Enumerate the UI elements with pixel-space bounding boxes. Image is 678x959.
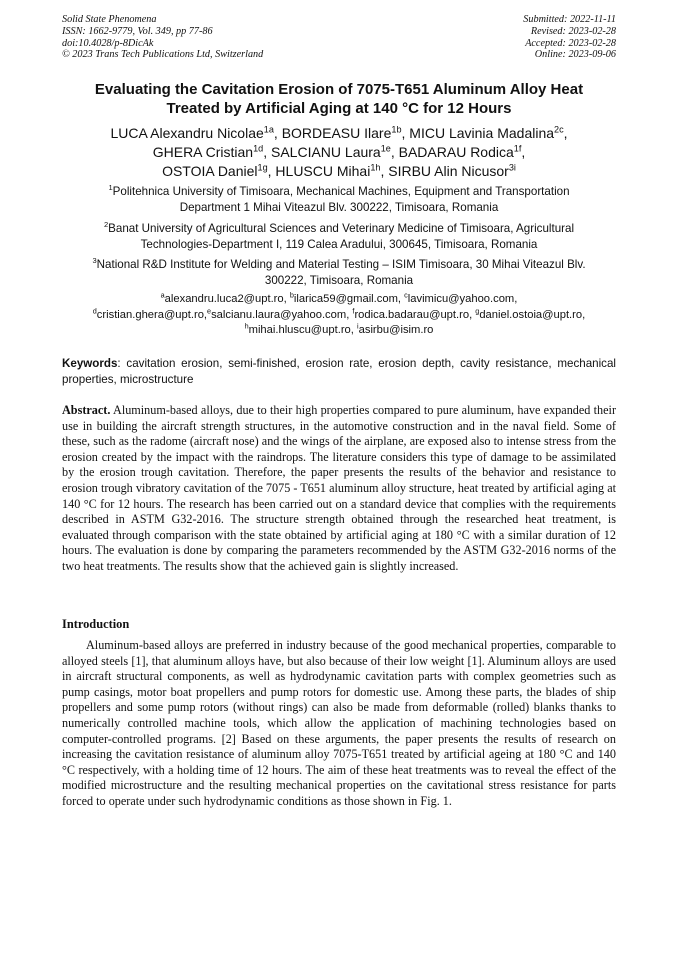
email-mark: i	[357, 321, 359, 331]
title-line-2: Treated by Artificial Aging at 140 °C for 12 Hours	[166, 99, 512, 117]
journal-info	[62, 14, 263, 61]
author-mark: 1d	[253, 143, 264, 154]
affiliation-1	[62, 184, 616, 216]
author-mark: 2c	[554, 124, 564, 135]
section-heading-introduction: Introduction	[62, 617, 130, 631]
author-name: HLUSCU Mihai	[275, 163, 371, 179]
email-link[interactable]: ilarica59@gmail.com	[293, 293, 398, 305]
affiliation-mark: 3	[92, 256, 97, 266]
accepted-date: Accepted: 2023-02-28	[525, 37, 616, 49]
affiliation-mark: 2	[103, 220, 109, 230]
email-link[interactable]: asirbu@isim.ro	[358, 324, 434, 336]
email-mark: c	[404, 290, 408, 300]
author-name: LUCA Alexandru Nicolae	[110, 125, 264, 141]
email-mark: e	[207, 305, 212, 315]
keywords-paragraph	[62, 356, 616, 387]
online-date: Online: 2023-09-06	[534, 49, 616, 61]
journal-copyright: © 2023 Trans Tech Publications Ltd, Switzerland	[62, 49, 264, 61]
introduction-paragraph: Aluminum-based alloys are preferred in industry because of the good mechanical properties, comparable to alloyed steels [1], that aluminum alloys have, but also because of their low weight [1]. Aluminum alloys are used in aircraft structural components, as well as hydrodynamic cavitation parts with complex geometries such as pump casings, motor boat propellers and pump rotors for domestic use. Among these parts, the blades of ship propellers and some pump rotors (without rings) can also be made from deformable (rolled) blanks thanks to numerically controlled machine tools, which allow the application of machining technologies based on computer-controlled programs. [2] Based on these arguments, the paper presents the results of research on increasing the cavitation resistance of aluminum alloy 7075-T651 treated by artificial ageing at 180 °C and 140 °C respectively, with a holding time of 12 hours. The aim of these heat treatments was to reveal the effect of the modified microstructure and the resulting mechanical properties on the cavitational stress resistance for parts forced to operate under such hydrodynamic conditions as those shown in Fig. 1.	[62, 638, 616, 808]
affiliation-2	[62, 221, 616, 253]
affiliation-line: Technologies-Department I, 119 Calea Aradului, 300645, Timisoara, Romania	[140, 238, 538, 251]
abstract-text: Aluminum-based alloys, due to their high properties compared to pure aluminum, have expanded their use in building the aircraft strength structures, in the automotive construction and in the naval field. Some of these, such as the radome (aircraft nose) and the wings of the airplane, are exposed also to intense stress from the erosion created by the impact with the raindrops. The literature considers this type of damage to be assimilated by the erosion trough cavitation. Therefore, the paper presents the results of the behavior and resistance to erosion trough vibratory cavitation of the 7075 - T651 aluminum alloy structure, heat treated by artificial aging at 140 °C for 12 hours. The research has been carried out on a standard device that complies with the requirements described in ASTM G32-2016. The structure strength obtained through the researched heat treatment, is evaluated through comparison with the state obtained by artificial aging at 180 °C with a similar duration of 12 hours. The evaluation is done by comparing the parameters recommended by the ASTM G32-2016 norms of the two heat treatments. The results show that the achieved gain is slightly increased.	[62, 403, 616, 573]
author-mark: 3i	[508, 162, 516, 173]
email-mark: h	[244, 321, 249, 331]
email-link[interactable]: cristian.ghera@upt.ro	[96, 308, 204, 321]
author-name: BORDEASU Ilare	[281, 125, 392, 141]
email-link[interactable]: daniel.ostoia@upt.ro	[479, 308, 583, 321]
submitted-date: Submitted: 2022-11-11	[523, 14, 616, 25]
email-mark: g	[475, 305, 480, 315]
affiliation-3	[62, 257, 616, 289]
keywords-label: Keywords	[62, 357, 118, 370]
abstract-label: Abstract.	[62, 403, 111, 417]
author-mark: 1g	[257, 162, 268, 173]
author-mark: 1a	[263, 124, 274, 135]
author-list	[62, 124, 616, 181]
author-name: GHERA Cristian	[152, 144, 254, 160]
affiliation-line: Politehnica University of Timisoara, Mechanical Machines, Equipment and Transportation	[112, 185, 570, 198]
author-name: SIRBU Alin Nicusor	[388, 163, 509, 179]
email-link[interactable]: alexandru.luca2@upt.ro	[164, 293, 284, 305]
author-mark: 1b	[391, 124, 402, 135]
email-mark: f	[352, 305, 355, 315]
affiliation-line: National R&D Institute for Welding and Material Testing – ISIM Timisoara, 30 Mihai Viteazul Blv.	[96, 258, 586, 271]
email-link[interactable]: salcianu.laura@yahoo.com	[211, 308, 347, 321]
affiliation-line: 300222, Timisoara, Romania	[264, 274, 414, 287]
journal-doi[interactable]: doi:10.4028/p-8DicAk	[62, 37, 154, 49]
author-mark: 1h	[370, 162, 381, 173]
author-mark: 1f	[513, 143, 522, 154]
author-name: OSTOIA Daniel	[162, 163, 258, 179]
author-line-2: GHERA Cristian$^{1d}$, SALCIANU Laura$^{1e}$, BADARAU Rodica$^{1f}$,	[152, 143, 526, 160]
author-name: MICU Lavinia Madalina	[409, 125, 555, 141]
journal-issn: ISSN: 1662-9779, Vol. 349, pp 77-86	[62, 25, 213, 37]
journal-name: Solid State Phenomena	[62, 14, 157, 25]
affiliation-mark: 1	[108, 183, 113, 193]
abstract-paragraph	[62, 403, 616, 575]
email-link[interactable]: rodica.badarau@upt.ro	[354, 308, 470, 321]
keywords-text: : cavitation erosion, semi-finished, erosion rate, erosion depth, cavity resistance, mechanical properties, microstructure	[62, 357, 616, 386]
email-link[interactable]: lavimicu@yahoo.com	[407, 293, 515, 305]
email-mark: d	[92, 305, 97, 315]
affiliation-line: Banat University of Agricultural Sciences and Veterinary Medicine of Timisoara, Agricultural	[108, 222, 575, 235]
author-line-3: OSTOIA Daniel$^{1g}$, HLUSCU Mihai$^{1h}$, SIRBU Alin Nicusor$^{3i}$	[162, 162, 516, 179]
email-list: $^a$alexandru.luca2@upt.ro, $^b$ilarica59@gmail.com, $^c$lavimicu@yahoo.com, $^d$cristian.ghera@upt.ro,$^e$salcianu.laura@yahoo.com, $^f$rodica.badarau@upt.ro, $^g$daniel.ostoia@upt.ro, $^h$mihai.hluscu@upt.ro, $^i$asirbu@isim.ro	[92, 290, 586, 336]
email-mark: b	[289, 290, 294, 300]
affiliation-line: Department 1 Mihai Viteazul Blv. 300222, Timisoara, Romania	[179, 201, 499, 214]
email-mark: a	[160, 290, 165, 300]
publication-dates	[523, 14, 616, 61]
email-link[interactable]: mihai.hluscu@upt.ro	[248, 324, 351, 336]
author-name: SALCIANU Laura	[271, 144, 381, 160]
author-line-1: LUCA Alexandru Nicolae$^{1a}$, BORDEASU Ilare$^{1b}$, MICU Lavinia Madalina$^{2c}$,	[110, 124, 568, 141]
author-mark: 1e	[380, 143, 391, 154]
revised-date: Revised: 2023-02-28	[530, 25, 616, 37]
paper-title	[62, 81, 616, 118]
title-line-1: Evaluating the Cavitation Erosion of 7075-T651 Aluminum Alloy Heat	[94, 81, 584, 98]
author-name: BADARAU Rodica	[398, 144, 514, 160]
